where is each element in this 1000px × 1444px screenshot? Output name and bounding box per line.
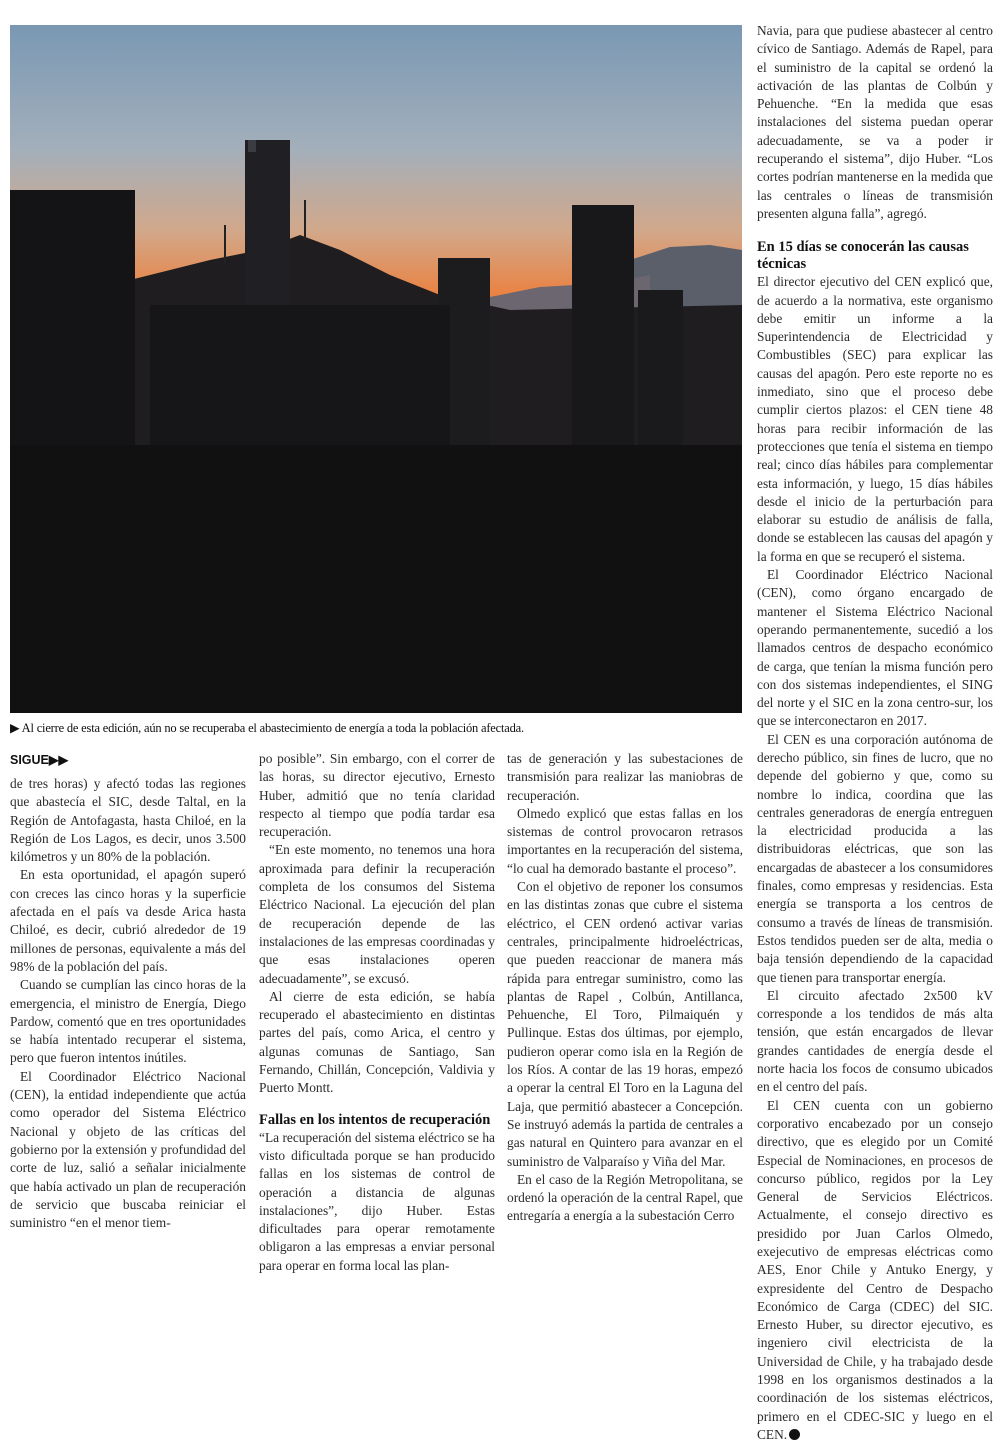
paragraph: Navia, para que pudiese abastecer al centro cívico de Santiago. Además de Rapel, para el suministro de la capital se ordenó la activación de las plantas de Colbún y Pehuenche. “En la medida que esas instalaciones del sistema puedan operar adecuadamente, se va a poder ir recuperando el sistema”, dijo Huber. “Los cortes podrían mantenerse en la medida que las centrales o líneas de transmisión presenten alguna falla”, agregó. <box>757 23 993 221</box>
end-of-article-icon <box>789 1429 800 1440</box>
section-heading: En 15 días se conocerán las causas técnicas <box>757 239 969 273</box>
paragraph: Con el objetivo de reponer los consumos en las distintas zonas que cubre el sistema eléctrico, el CEN ordenó activar varias centrales, principalmente hidroeléctricas, que pueden reaccionar de manera más rápida para entregar suministro, como las plantas de Rapel , Colbún, Antillanca, Pehuenche, El Toro, Pilmaiquén y Pullinque. Estas dos últimas, por ejemplo, pudieron operar como isla en la Región de los Ríos. A contar de las 19 horas, empezó a operar la central El Toro en la Laguna del Laja, que permitió abastecer a Concepción. Se instruyó además la partida de centrales a gas natural en Quintero para avanzar en el suministro de Valparaíso y Viña del Mar. <box>507 879 743 1169</box>
continue-arrows-icon: ▶▶ <box>48 753 69 767</box>
paragraph: El circuito afectado 2x500 kV corresponde a los tendidos de más alta tensión, que están encargados de llevar grandes cantidades de energía desde el norte hacia los focos de consumo ubicados en el centro del país. <box>757 987 993 1095</box>
paragraph: Cuando se cumplían las cinco horas de la emergencia, el ministro de Energía, Diego Pardow, comentó que en tres oportunidades se había intentado recuperar el sistema, pero que fueron intentos inútiles. <box>10 977 246 1066</box>
paragraph: El CEN es una corporación autónoma de derecho público, sin fines de lucro, que no depende del gobierno y que, como su nombre lo indica, coordina que las centrales generadoras de energía entreguen la electricidad producida a las distribuidoras eléctricas, que son las encargadas de abastecer a los consumidores finales, como empresas y residencias. Esta energía se transporta a los centros de consumo a través de líneas de transmisión. Estos tendidos pueden ser de alta, media o baja tensión dependiendo de la capacidad que tienen para transportar energía. <box>757 731 993 985</box>
skyline-photo <box>10 25 742 713</box>
article-column-3 <box>507 750 743 1226</box>
continue-text: SIGUE <box>10 753 49 767</box>
paragraph: po posible”. Sin embargo, con el correr de las horas, su director ejecutivo, Ernesto Huber, admitió que no tenía claridad respecto al tiempo que podía tardar esa recuperación. <box>259 751 495 840</box>
paragraph: Al cierre de esta edición, se había recuperado el abastecimiento en distintas partes del país, como Arica, el centro y algunas comunas de Santiago, San Fernando, Chillán, Concepción, Valdivia y Puerto Montt. <box>259 988 495 1096</box>
paragraph: “La recuperación del sistema eléctrico se ha visto dificultada porque se han producido fallas en los sistemas de control de operación a distancia de algunas instalaciones”, dijo Huber. Estas dificultades para operar remotamente obligaron a las empresas a enviar personal para operar en forma local las plan- <box>259 1129 495 1273</box>
paragraph: El Coordinador Eléctrico Nacional (CEN), la entidad independiente que actúa como operador del Sistema Eléctrico Nacional y objeto de las críticas del gobierno por la extensión y profundidad del corte de luz, salió a señalar inicialmente que había activado un plan de recuperación de servicio que buscaba reiniciar el suministro “en el menor tiem- <box>10 1068 246 1231</box>
continue-label <box>10 752 68 767</box>
caption-text: Al cierre de esta edición, aún no se recuperaba el abastecimiento de energía a toda la población afectada. <box>21 721 524 735</box>
paragraph-text: El CEN cuenta con un gobierno corporativo encabezado por un consejo directivo, que es elegido por un Comité Especial de Nominaciones, en procesos de concurso público, regidos por la Ley General de Servicios Eléctricos. Actualmente, el consejo directivo es presidido por Juan Carlos Olmedo, exejecutivo de empresas eléctricas como AES, Enor Chile y Antuko Energy, y expresidente del Centro de Despacho Económico de Carga (CDEC) del SIC. Ernesto Huber, su director ejecutivo, es ingeniero civil electricista de la Universidad de Chile, y ha trabajado desde 1998 en los organismos destinados a la coordinación de los sistemas eléctricos, primero en el CDEC-SIC y luego en el CEN. <box>757 1097 993 1442</box>
paragraph: Olmedo explicó que estas fallas en los sistemas de control provocaron retrasos importantes en la recuperación del sistema, “lo cual ha demorado bastante el proceso”. <box>507 805 743 876</box>
photo-caption <box>10 720 750 736</box>
article-column-4 <box>757 22 993 1444</box>
paragraph: El director ejecutivo del CEN explicó que, de acuerdo a la normativa, este organismo debe emitir un informe a la Superintendencia de Electricidad y Combustibles (SEC) para explicar las causas del apagón. Pero este reporte no es inmediato, sino que el proceso debe cumplir ciertos plazos: el CEN tiene 48 horas para recibir información de las protecciones que tenía el sistema en tiempo real; cinco días hábiles para complementar esta información, y luego, 15 días hábiles desde el inicio de la perturbación para elaborar su estudio de análisis de falla, donde se establecen las causas del apagón y la forma en que se recuperó el sistema. <box>757 274 993 564</box>
caption-marker-icon: ▶ <box>10 721 20 735</box>
skyline-image <box>10 25 742 713</box>
paragraph: “En este momento, no tenemos una hora aproximada para definir la recuperación completa de los consumos del Sistema Eléctrico Nacional. La ejecución del plan de recuperación depende de las instalaciones de las empresas coordinadas y que esas instalaciones operen adecuadamente”, se excusó. <box>259 842 495 986</box>
paragraph: En el caso de la Región Metropolitana, se ordenó la operación de la central Rapel, que entregaría a energía a la subestación Cerro <box>507 1171 743 1224</box>
paragraph: En esta oportunidad, el apagón superó con creces las cinco horas y la superficie afectada en el país va desde Arica hasta Chiloé, es decir, cubrió alrededor de 19 millones de personas, equivalente a más del 98% de la población del país. <box>10 867 246 974</box>
paragraph: El Coordinador Eléctrico Nacional (CEN), como órgano encargado de mantener el Sistema Eléctrico Nacional operando permanentemente, sucedió a los llamados centros de despacho económico de carga, que tenían la misma función pero con dos sistemas independientes, el SING del norte y el SIC en la zona centro-sur, los que se interconectaron en 2017. <box>757 567 993 729</box>
section-heading: Fallas en los intentos de recuperación <box>259 1111 491 1128</box>
article-column-1 <box>10 775 246 1232</box>
paragraph: de tres horas) y afectó todas las regiones que abastecía el SIC, desde Taltal, en la Región de Antofagasta, hasta Chiloé, en la Región de Los Lagos, es decir, unos 3.500 kilómetros y un 80% de la población. <box>10 776 246 865</box>
paragraph: tas de generación y las subestaciones de transmisión para realizar las maniobras de recuperación. <box>507 751 743 803</box>
paragraph <box>757 1097 993 1444</box>
article-column-2 <box>259 750 495 1275</box>
